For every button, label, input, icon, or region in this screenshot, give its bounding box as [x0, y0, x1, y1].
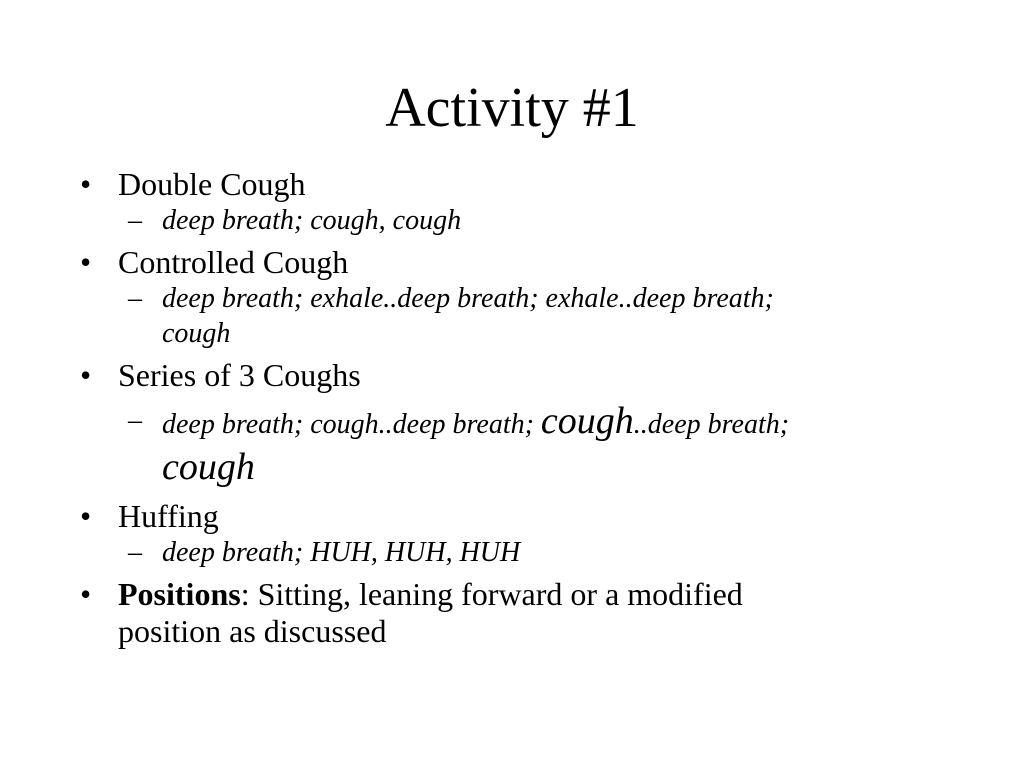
sub-bullet-text-line2: cough	[162, 318, 231, 349]
emphasized-cough-text: cough	[540, 400, 634, 442]
sub-bullet-huffing	[80, 535, 960, 570]
sub-bullet-text: deep breath; cough, cough	[162, 205, 462, 236]
dash-icon: –	[128, 205, 142, 236]
positions-text-line2: position as discussed	[118, 613, 387, 649]
bullet-label: Double Cough	[118, 166, 306, 202]
dash-icon: –	[128, 405, 142, 436]
bullet-label: Huffing	[118, 498, 219, 534]
bullet-label: Controlled Cough	[118, 244, 349, 280]
bullet-dot-icon: •	[80, 357, 92, 393]
bullet-dot-icon: •	[80, 498, 92, 534]
sub-bullet-text-part1: deep breath; cough..deep breath;	[162, 409, 541, 440]
slide-title: Activity #1	[385, 77, 639, 139]
sub-bullet-text-line1: deep breath; exhale..deep breath; exhale..deep breath;	[162, 283, 774, 314]
bullet-dot-icon: •	[80, 166, 92, 202]
dash-icon: –	[128, 537, 142, 568]
positions-text-line1: : Sitting, leaning forward or a modified	[240, 576, 743, 612]
bullet-huffing	[80, 498, 960, 535]
slide-body	[80, 166, 960, 650]
sub-bullet-double-cough	[80, 203, 960, 238]
sub-bullet-text: deep breath; HUH, HUH, HUH	[162, 537, 521, 568]
bullet-series-of-coughs	[80, 357, 960, 394]
positions-label: Positions	[118, 576, 241, 612]
bullet-double-cough	[80, 166, 960, 203]
bullet-dot-icon: •	[80, 576, 92, 612]
sub-bullet-text-part2: ..deep breath;	[633, 409, 790, 440]
bullet-positions	[80, 576, 960, 650]
dash-icon: –	[128, 283, 142, 314]
bullet-label: Series of 3 Coughs	[118, 357, 361, 393]
bullet-controlled-cough	[80, 244, 960, 281]
bullet-dot-icon: •	[80, 244, 92, 280]
sub-bullet-series-of-coughs	[80, 400, 960, 492]
sub-bullet-controlled-cough	[80, 281, 960, 351]
emphasized-cough-text: cough	[162, 446, 255, 488]
